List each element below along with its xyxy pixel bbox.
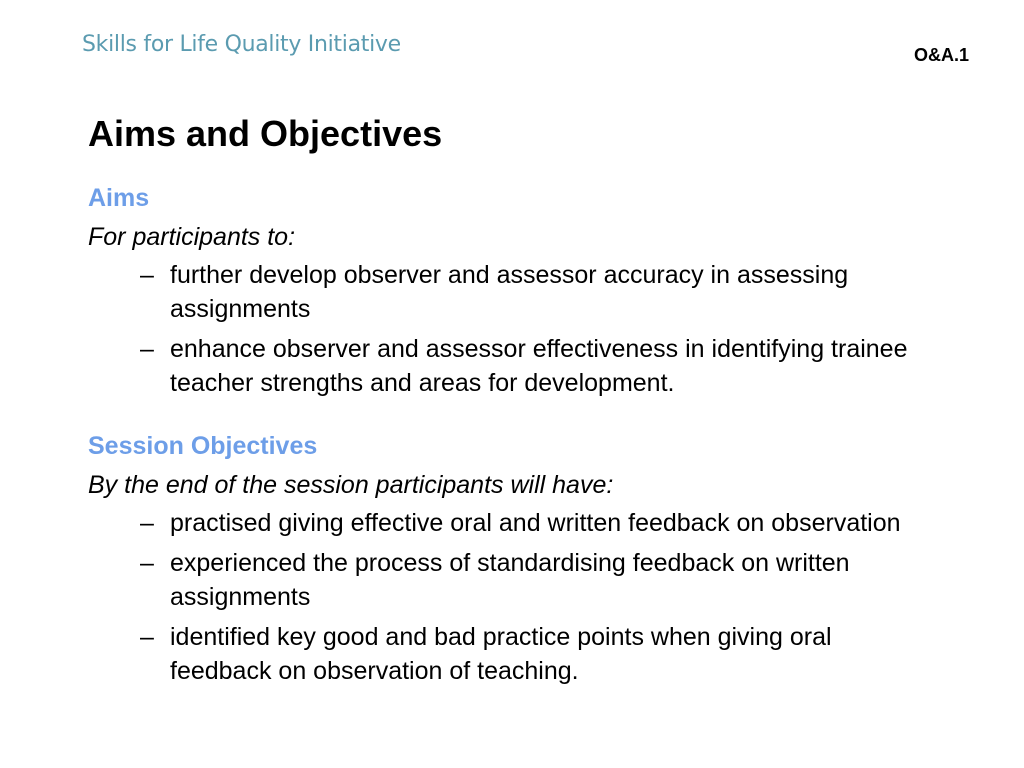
- objectives-section: [88, 428, 968, 688]
- objectives-list: [88, 506, 968, 688]
- slide-reference: O&A.1: [913, 45, 969, 65]
- list-item: [140, 546, 930, 614]
- list-item-text: further develop observer and assessor accuracy in assessing assignments: [170, 261, 849, 323]
- list-item-text: practised giving effective oral and written feedback on observation: [170, 509, 901, 537]
- list-item: [140, 332, 930, 400]
- aims-heading: Aims: [88, 184, 150, 212]
- dash-bullet-icon: –: [140, 261, 154, 289]
- list-item-text: enhance observer and assessor effectiveness in identifying trainee teacher strengths and areas for development.: [170, 335, 908, 397]
- aims-section: [88, 180, 968, 400]
- logo: Skills for Life Quality Initiative: [82, 32, 401, 57]
- list-item-text: experienced the process of standardising feedback on written assignments: [170, 549, 850, 611]
- dash-bullet-icon: –: [140, 509, 154, 537]
- list-item: [140, 258, 930, 326]
- section-spacer: [88, 406, 968, 428]
- dash-bullet-icon: –: [140, 335, 154, 363]
- objectives-intro: By the end of the session participants will have:: [88, 471, 614, 499]
- list-item: [140, 620, 930, 688]
- list-item: [140, 506, 930, 540]
- dash-bullet-icon: –: [140, 549, 154, 577]
- slide-content: [88, 180, 968, 694]
- list-item-text: identified key good and bad practice points when giving oral feedback on observation of teaching.: [170, 623, 832, 685]
- page-title: Aims and Objectives: [88, 113, 443, 154]
- aims-list: [88, 258, 968, 400]
- objectives-heading: Session Objectives: [88, 432, 318, 460]
- aims-intro: For participants to:: [88, 223, 296, 251]
- dash-bullet-icon: –: [140, 623, 154, 651]
